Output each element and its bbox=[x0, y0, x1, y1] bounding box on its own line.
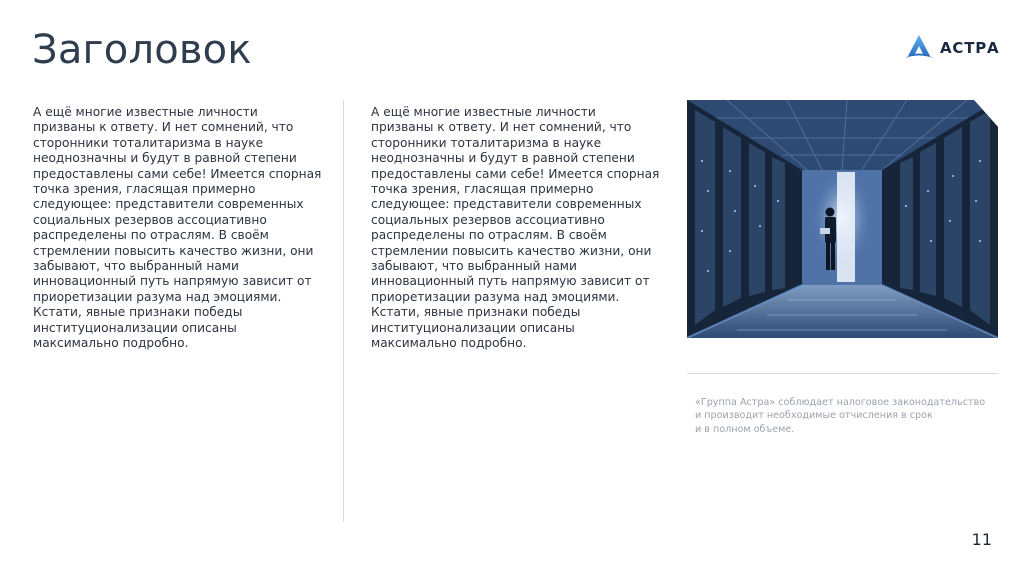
server-room-photo bbox=[687, 100, 998, 338]
text-column-right: А ещё многие известные личности призваны к ответу. И нет сомнений, что сторонники тоталитаризма в науке неоднозначны и будут в равной степени предоставлены сами себе! Имеется спорная точка зрения, гласящая примерно следующее: представители современных социальных резервов ассоциативно распределены по отраслям. В своём стремлении повысить качество жизни, они забывают, что выбранный нами инновационный путь напрямую зависит от приоретизации разума над эмоциями. Кстати, явные признаки победы институционализации описаны максимально подробно. bbox=[371, 105, 660, 351]
tax-note: «Группа Астра» соблюдает налоговое законодательство и производит необходимые отчисления в срок и в полном объеме. bbox=[695, 397, 986, 435]
astra-logo bbox=[904, 34, 999, 62]
astra-logo-icon bbox=[904, 34, 934, 62]
note-divider bbox=[687, 373, 998, 374]
slide-title: Заголовок bbox=[32, 27, 252, 73]
page-number: 11 bbox=[971, 530, 992, 549]
text-column-left: А ещё многие известные личности призваны к ответу. И нет сомнений, что сторонники тоталитаризма в науке неоднозначны и будут в равной степени предоставлены сами себе! Имеется спорная точка зрения, гласящая примерно следующее: представители современных социальных резервов ассоциативно распределены по отраслям. В своём стремлении повысить качество жизни, они забывают, что выбранный нами инновационный путь напрямую зависит от приоретизации разума над эмоциями. Кстати, явные признаки победы институционализации описаны максимально подробно. bbox=[33, 105, 322, 351]
column-divider bbox=[343, 100, 344, 522]
astra-logo-text: АСТРА bbox=[940, 39, 1000, 57]
